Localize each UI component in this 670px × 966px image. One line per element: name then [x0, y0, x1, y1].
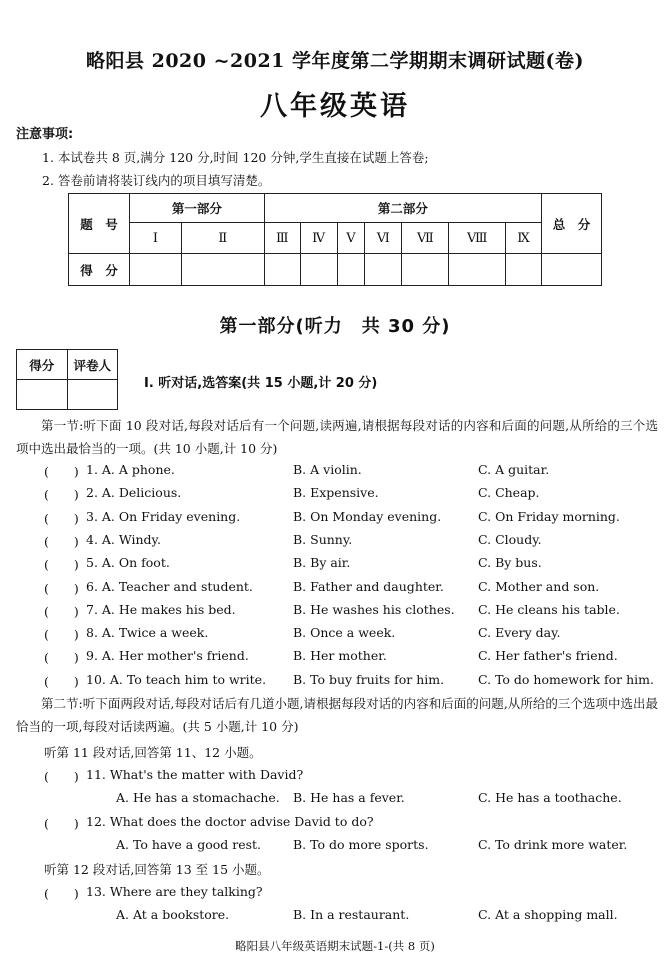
option-b: B. Once a week.: [293, 625, 396, 641]
numeral-cell: Ⅱ: [181, 223, 264, 254]
option-b: B. Her mother.: [293, 648, 387, 664]
option-c: C. Her father's friend.: [478, 648, 618, 664]
score-label: 得 分: [69, 254, 130, 286]
answer-blank[interactable]: ( ): [44, 816, 79, 831]
numeral-cell: Ⅰ: [130, 223, 182, 254]
numeral-cell: Ⅴ: [337, 223, 364, 254]
answer-blank[interactable]: ( ): [44, 673, 79, 689]
option-a: A. He has a stomachache.: [116, 790, 280, 805]
section1-title: Ⅰ. 听对话,选答案(共 15 小题,计 20 分): [144, 376, 378, 391]
section2-intro: 第二节:听下面两段对话,每段对话后有几道小题,请根据每段对话的内容和后面的问题,从所给的三个选项中选出最恰当的一项,每段对话读两遍。(共 5 小题,计 10 分): [16, 696, 658, 734]
option-c: C. Cheap.: [478, 485, 540, 501]
option-c: C. He cleans his table.: [478, 601, 620, 617]
question-row: [0, 532, 670, 555]
option-c: C. By bus.: [478, 555, 542, 571]
numeral-cell: Ⅲ: [264, 223, 300, 254]
question-11-options: [0, 790, 670, 813]
question-row: [0, 579, 670, 602]
option-c: C. Mother and son.: [478, 578, 600, 594]
exam-title: 略阳县 2020 ~2021 学年度第二学期期末调研试题(卷): [85, 50, 584, 72]
option-c: C. To do homework for him.: [478, 671, 654, 687]
notice-item: 1. 本试卷共 8 页,满分 120 分,时间 120 分钟,学生直接在试题上答卷;: [42, 150, 429, 165]
question-row: [0, 485, 670, 508]
dialog11-instruction: 听第 11 段对话,回答第 11、12 小题。: [44, 745, 262, 760]
option-a: 9. A. Her mother's friend.: [86, 648, 249, 664]
option-b: B. Expensive.: [293, 485, 379, 501]
question-stem: 13. Where are they talking?: [86, 884, 263, 899]
option-b: B. To buy fruits for him.: [293, 671, 445, 687]
option-a: 8. A. Twice a week.: [86, 625, 209, 641]
option-a: 2. A. Delicious.: [86, 485, 182, 501]
score-cell[interactable]: [506, 254, 542, 286]
grader-box: [16, 349, 118, 410]
score-table: [68, 193, 602, 286]
section1-intro: 第一节:听下面 10 段对话,每段对话后有一个问题,读两遍,请根据每段对话的内容和后面的问题,从所给的三个选项中选出最恰当的一项。(共 10 小题,计 10 分): [16, 418, 658, 456]
question-row: [0, 602, 670, 625]
score-cell[interactable]: [337, 254, 364, 286]
option-a: 3. A. On Friday evening.: [86, 508, 241, 524]
option-a: 1. A. A phone.: [86, 462, 175, 477]
option-b: B. By air.: [293, 555, 351, 571]
question-row: [0, 462, 670, 485]
grader-score-label: 得分: [17, 350, 68, 380]
question-row: [0, 509, 670, 532]
question-13-stem-row: [0, 884, 670, 907]
answer-blank[interactable]: ( ): [44, 627, 79, 643]
option-a: A. To have a good rest.: [116, 837, 262, 852]
option-b: B. He washes his clothes.: [293, 601, 455, 617]
grader-score-cell[interactable]: [17, 380, 68, 410]
question-13-options: [0, 907, 670, 930]
option-a: 7. A. He makes his bed.: [86, 601, 236, 617]
option-b: B. He has a fever.: [293, 790, 405, 805]
question-row: [0, 625, 670, 648]
answer-blank[interactable]: ( ): [44, 769, 79, 784]
score-cell[interactable]: [300, 254, 337, 286]
grader-name-cell[interactable]: [67, 380, 118, 410]
question-stem: 11. What's the matter with David?: [86, 767, 304, 782]
option-a: 6. A. Teacher and student.: [86, 578, 253, 594]
page-footer: 略阳县八年级英语期末试题-1-(共 8 页): [235, 939, 435, 953]
notice-heading: 注意事项:: [16, 127, 74, 142]
answer-blank[interactable]: ( ): [44, 557, 79, 573]
option-b: B. A violin.: [293, 462, 362, 477]
numeral-cell: Ⅳ: [300, 223, 337, 254]
notice-item: 2. 答卷前请将装订线内的项目填写清楚。: [42, 173, 271, 188]
dialog12-instruction: 听第 12 段对话,回答第 13 至 15 小题。: [44, 862, 270, 877]
answer-blank[interactable]: ( ): [44, 603, 79, 619]
grader-name-label: 评卷人: [67, 350, 118, 380]
answer-blank[interactable]: ( ): [44, 580, 79, 596]
option-b: B. On Monday evening.: [293, 508, 442, 524]
option-c: C. He has a toothache.: [478, 790, 622, 805]
option-a: A. At a bookstore.: [116, 907, 230, 922]
score-cell[interactable]: [130, 254, 182, 286]
answer-blank[interactable]: ( ): [44, 533, 79, 549]
question-11-stem-row: [0, 767, 670, 790]
answer-blank[interactable]: ( ): [44, 886, 79, 901]
numeral-cell: Ⅷ: [449, 223, 506, 254]
total-header: 总 分: [542, 194, 602, 254]
option-c: C. A guitar.: [478, 462, 550, 477]
score-cell[interactable]: [264, 254, 300, 286]
answer-blank[interactable]: ( ): [44, 464, 79, 479]
numeral-cell: Ⅶ: [402, 223, 449, 254]
option-b: B. Father and daughter.: [293, 578, 444, 594]
item-label: 题 号: [69, 194, 130, 254]
answer-blank[interactable]: ( ): [44, 487, 79, 503]
option-c: C. Every day.: [478, 625, 561, 641]
option-c: C. At a shopping mall.: [478, 907, 618, 922]
question-stem: 12. What does the doctor advise David to do?: [86, 814, 374, 829]
option-c: C. To drink more water.: [478, 837, 628, 852]
answer-blank[interactable]: ( ): [44, 510, 79, 526]
option-b: B. To do more sports.: [293, 837, 429, 852]
subject-title: 八年级英语: [260, 91, 410, 122]
question-row: [0, 555, 670, 578]
part1-title: 第一部分(听力 共 30 分): [219, 316, 451, 337]
numeral-cell: Ⅸ: [506, 223, 542, 254]
numeral-cell: Ⅵ: [365, 223, 402, 254]
option-b: B. In a restaurant.: [293, 907, 410, 922]
option-a: 4. A. Windy.: [86, 531, 161, 547]
option-a: 5. A. On foot.: [86, 555, 170, 571]
question-row: [0, 648, 670, 671]
option-b: B. Sunny.: [293, 531, 353, 547]
part2-header: 第二部分: [264, 194, 541, 223]
option-a: 10. A. To teach him to write.: [86, 671, 267, 687]
score-cell[interactable]: [181, 254, 264, 286]
question-12-stem-row: [0, 814, 670, 837]
question-12-options: [0, 837, 670, 860]
part1-header: 第一部分: [130, 194, 265, 223]
answer-blank[interactable]: ( ): [44, 650, 79, 666]
option-c: C. On Friday morning.: [478, 508, 620, 524]
option-c: C. Cloudy.: [478, 531, 542, 547]
score-cell[interactable]: [365, 254, 402, 286]
score-cell[interactable]: [449, 254, 506, 286]
score-cell[interactable]: [402, 254, 449, 286]
total-score-cell[interactable]: [542, 254, 602, 286]
